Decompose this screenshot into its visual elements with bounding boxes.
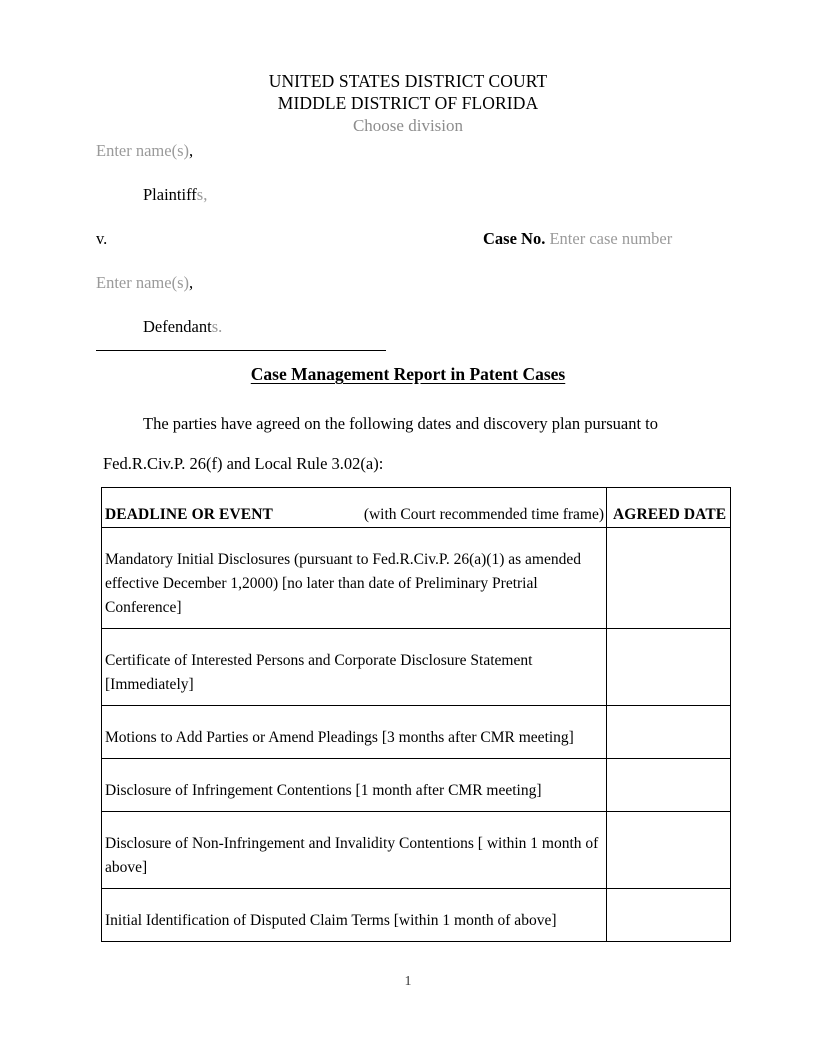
deadlines-table bbox=[101, 487, 731, 942]
agreed-date-input-cell[interactable] bbox=[607, 706, 731, 759]
deadline-event-cell: Certificate of Interested Persons and Corporate Disclosure Statement [Immediately] bbox=[102, 629, 607, 706]
plaintiff-role-line bbox=[143, 185, 207, 205]
table-row bbox=[102, 812, 731, 889]
court-name-line-1: UNITED STATES DISTRICT COURT bbox=[268, 71, 548, 91]
caption-row-plaintiff-role bbox=[96, 185, 720, 229]
defendant-name-comma: , bbox=[189, 273, 194, 292]
intro-paragraph: The parties have agreed on the following dates and discovery plan pursuant to Fed.R.Civ.P. 26(f) and Local Rule 3.02(a): bbox=[103, 414, 659, 473]
table-row bbox=[102, 706, 731, 759]
agreed-date-input-cell[interactable] bbox=[607, 629, 731, 706]
table-row bbox=[102, 528, 731, 629]
deadline-event-cell: Mandatory Initial Disclosures (pursuant to Fed.R.Civ.P. 26(a)(1) as amended effective December 1,2000) [no later than date of Preliminary Pretrial Conference] bbox=[102, 528, 607, 629]
defendant-name-placeholder-field[interactable]: Enter name(s) bbox=[96, 273, 189, 292]
case-number-placeholder-field[interactable]: Enter case number bbox=[549, 229, 673, 248]
table-header-event-label: DEADLINE OR EVENT bbox=[105, 506, 273, 523]
caption-row-plaintiff-name bbox=[96, 141, 720, 185]
court-name-line-2: MIDDLE DISTRICT OF FLORIDA bbox=[277, 93, 539, 113]
defendant-name-line bbox=[96, 273, 193, 293]
plaintiff-name-line bbox=[96, 141, 193, 161]
caption-row-defendant-role bbox=[96, 317, 720, 361]
table-row bbox=[102, 759, 731, 812]
deadline-event-cell: Motions to Add Parties or Amend Pleadings [3 months after CMR meeting] bbox=[102, 706, 607, 759]
agreed-date-input-cell[interactable] bbox=[607, 528, 731, 629]
plaintiff-role-suffix: s, bbox=[196, 185, 208, 204]
table-header-row bbox=[102, 488, 731, 528]
plaintiff-name-comma: , bbox=[189, 141, 194, 160]
defendant-role-suffix: s. bbox=[211, 317, 223, 336]
defendant-role-label: Defendant bbox=[143, 317, 212, 336]
versus-label: v. bbox=[96, 229, 108, 248]
table-row bbox=[102, 889, 731, 942]
plaintiff-name-placeholder-field[interactable]: Enter name(s) bbox=[96, 141, 189, 160]
page-number: 1 bbox=[404, 974, 412, 989]
agreed-date-input-cell[interactable] bbox=[607, 812, 731, 889]
court-heading-block bbox=[96, 70, 720, 138]
defendant-role-line bbox=[143, 317, 222, 337]
deadline-event-cell: Disclosure of Non-Infringement and Invalidity Contentions [ within 1 month of above] bbox=[102, 812, 607, 889]
deadline-event-cell: Disclosure of Infringement Contentions [1 month after CMR meeting] bbox=[102, 759, 607, 812]
agreed-date-input-cell[interactable] bbox=[607, 759, 731, 812]
caption-row-defendant-name bbox=[96, 273, 720, 317]
case-number-label: Case No. bbox=[483, 229, 546, 248]
case-number-line bbox=[483, 229, 672, 249]
page-title-text: Case Management Report in Patent Cases bbox=[250, 364, 566, 384]
agreed-date-input-cell[interactable] bbox=[607, 889, 731, 942]
table-row bbox=[102, 629, 731, 706]
table-header-cell-date bbox=[607, 488, 731, 528]
table-header-date-label: AGREED DATE bbox=[613, 506, 727, 523]
caption-divider-rule bbox=[96, 350, 386, 351]
deadline-event-cell: Initial Identification of Disputed Claim Terms [within 1 month of above] bbox=[102, 889, 607, 942]
case-caption-block bbox=[96, 141, 720, 361]
caption-row-versus-and-case-number bbox=[96, 229, 720, 273]
plaintiff-role-label: Plaintiff bbox=[143, 185, 197, 204]
division-placeholder-field[interactable]: Choose division bbox=[352, 116, 464, 135]
table-header-event-note: (with Court recommended time frame) bbox=[363, 506, 604, 523]
page-title bbox=[96, 364, 720, 385]
table-header-cell-event bbox=[102, 488, 607, 528]
